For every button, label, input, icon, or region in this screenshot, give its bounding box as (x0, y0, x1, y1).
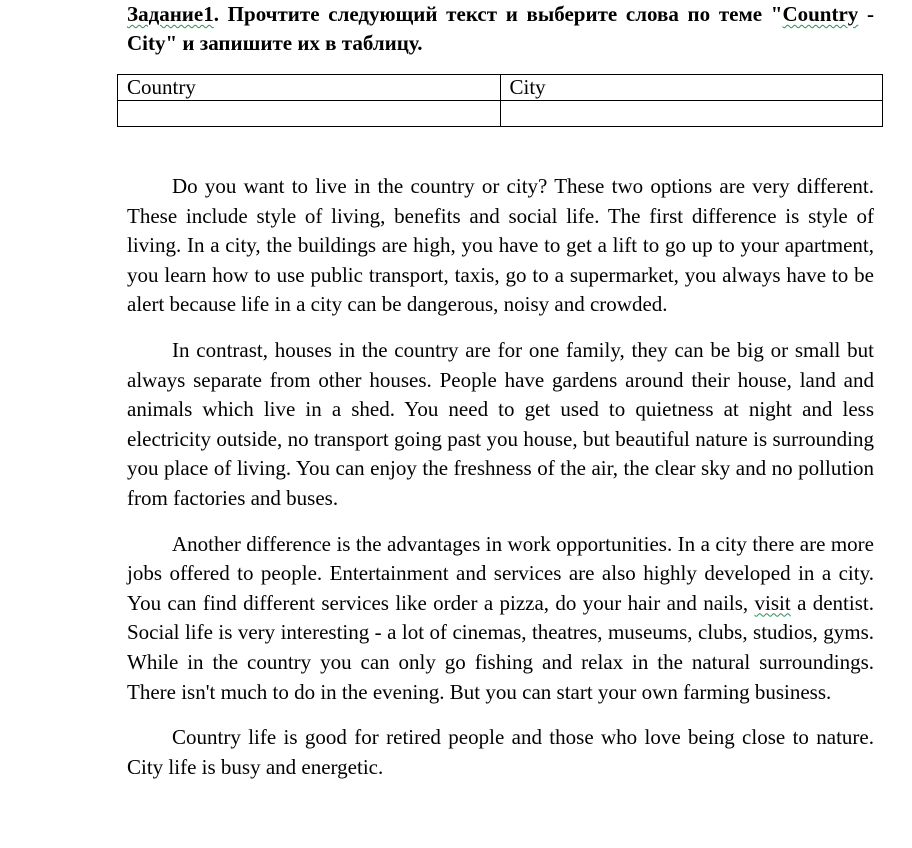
paragraph-2: In contrast, houses in the country are for one family, they can be big or small but always separate from other houses. People have gardens around their house, land and animals which live in a shed. You need to get used to quietness at night and less electricity outside, no transport going past you house, but beautiful nature is surrounding you place of living. You can enjoy the freshness of the air, the clear sky and no pollution from factories and buses. (127, 337, 874, 510)
task-number: Задание1 (127, 2, 214, 26)
answer-table (117, 74, 883, 127)
cell-country-answer[interactable] (118, 101, 501, 127)
paragraph-3-start: Another difference is the advantages in work opportunities. In a city there are more jobs offered to people. Entertainment and services are also highly developed in a city. You can find different services like order a pizza, do your hair and nails, (127, 531, 874, 615)
task-instruction (127, 0, 874, 58)
paragraph-1: Do you want to live in the country or city? These two options are very different. These include style of living, benefits and social life. The first difference is style of living. In a city, the buildings are high, you have to get a lift to go up to your apartment, you learn how to use public transport, taxis, go to a supermarket, you always have to be alert because life in a city can be dangerous, noisy and crowded. (127, 174, 874, 317)
reading-text (127, 172, 874, 798)
task-topic-country: Country (782, 2, 859, 26)
table-empty-row (118, 101, 883, 127)
task-text-end: - City" и запишите их в таблицу. (127, 2, 874, 55)
paragraph-4: Country life is good for retired people and those who love being close to nature. City life is busy and energetic. (127, 725, 874, 779)
paragraph-3-end: a dentist. Social life is very interesting - a lot of cinemas, theatres, museums, clubs, studios, gyms. While in the country you can only go fishing and relax in the natural surroundings. There isn't much to do in the evening. But you can start your own farming business. (127, 590, 874, 704)
table-header-row (118, 75, 883, 101)
header-city: City (500, 75, 883, 101)
header-country: Country (118, 75, 501, 101)
spellcheck-word: visit (754, 590, 791, 615)
cell-city-answer[interactable] (500, 101, 883, 127)
task-text: . Прочтите следующий текст и выберите слова по теме " (213, 2, 783, 26)
paragraph-3 (127, 530, 874, 708)
